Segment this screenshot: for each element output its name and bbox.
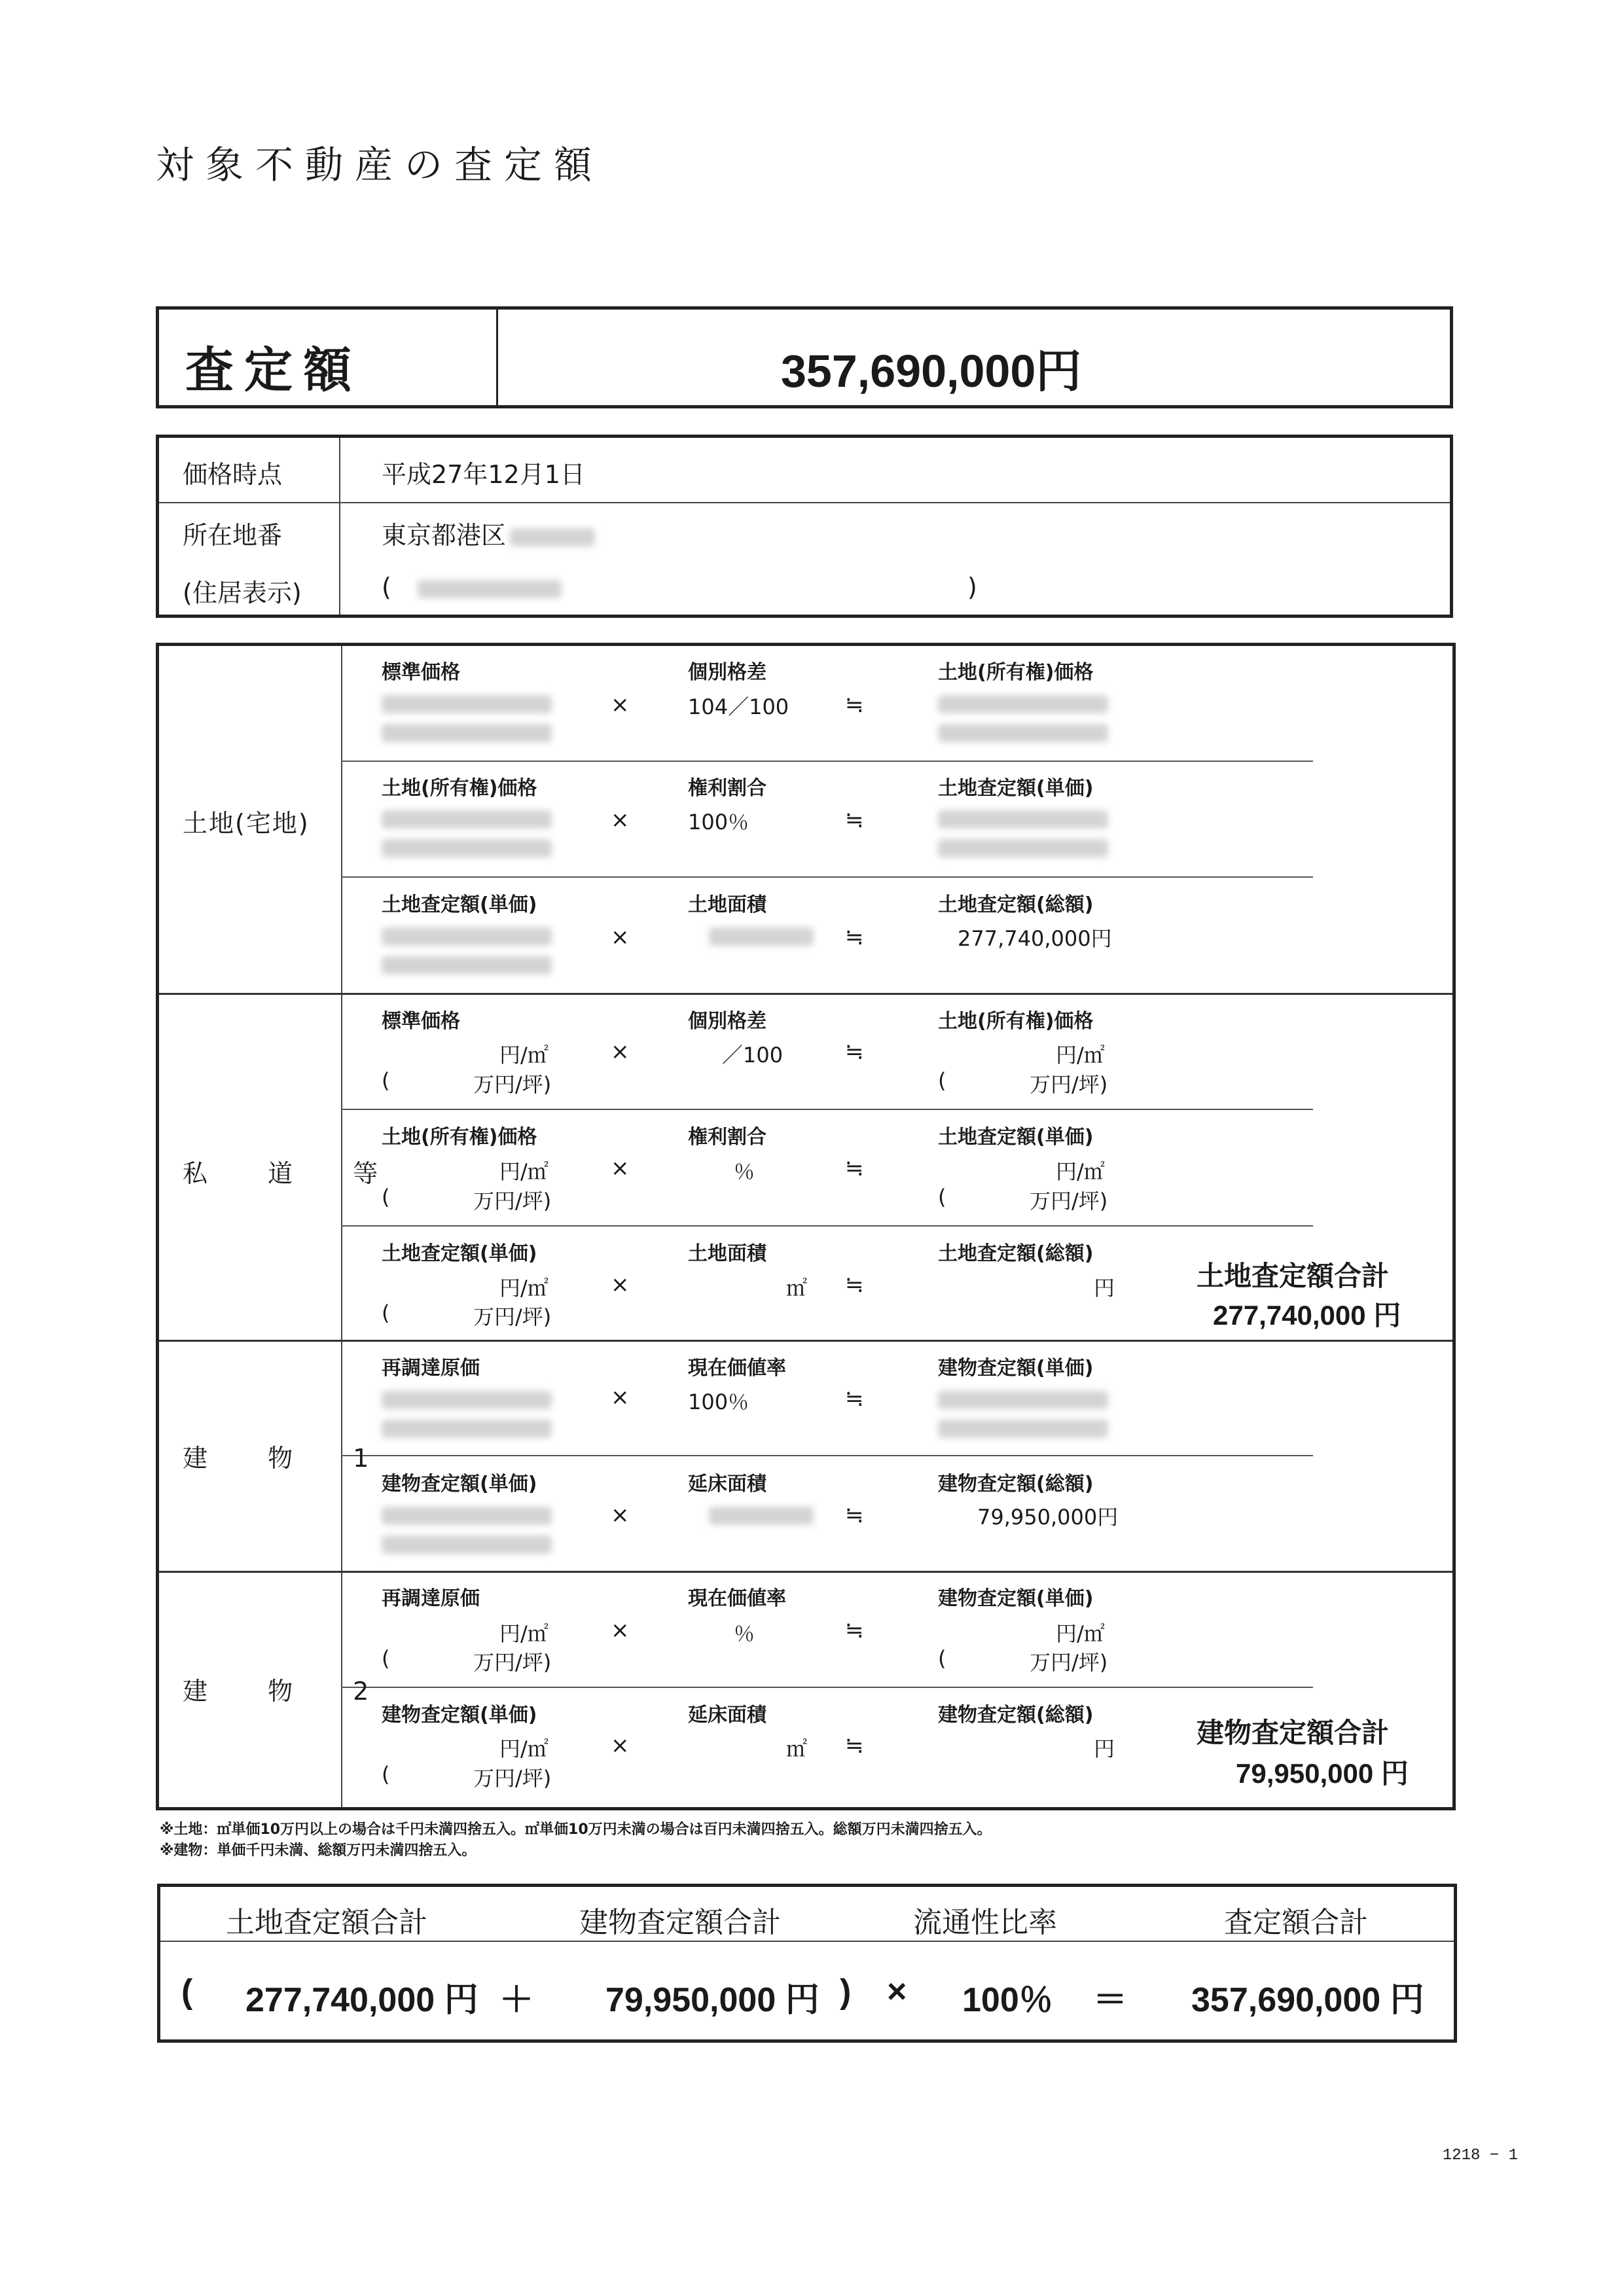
date-value: 平成27年12月1日: [382, 460, 585, 489]
building1-total-amount: 79,950,000円: [977, 1505, 1119, 1530]
total-h-building: 建物査定額合計: [579, 1906, 781, 1939]
note-building: ※建物：単価千円未満、総額万円未満四捨五入。: [160, 1842, 477, 1859]
land-total-amount: 277,740,000円: [958, 926, 1112, 951]
page-title: 対象不動産の査定額: [156, 143, 604, 187]
total-land-value: 277,740,000 円: [245, 1981, 478, 2019]
calculation-table: 土地(宅地) 標準価格 個別格差 土地(所有権)価格 × 104／100 ≒ 土地(所有権)価格 権利割合 土地査定額(単価) × 100％ ≒ 土地査定額(単価) 土地面積 土地査定額(総額) × ≒ 277,740,000円 私 道 等 標準価格 個別格差 土地(所有権)価格 円/㎡ ( 万円/坪) × ／100 ≒ 円/㎡ ( 万円/坪) 土地(所有権)価格 権利割合 土地査定額(単価) 円/㎡ ( 万円/坪) × ％ ≒ 円/㎡ ( 万円/坪) 土地査定額(単価) 土地面積 土地査定額(総額) 円/㎡ ( 万円/坪) × ㎡ ≒ 円 土地査定額合計 277,740,000 円 建 物 1 再調達原価 現在価値率 建物査定額(単価) × 100％ ≒ 建物査定額(単価) 延床面積 建物査定額(総額) × ≒ 79,950,000円 建 物 2 再調達原価 現在価値率 建物査定額(単価) 円/㎡ ( 万円/坪) × ％ ≒ 円/㎡ ( 万円/坪) 建物査定額(単価) 延床面積 建物査定額(総額) 円/㎡ ( 万円/坪) × ㎡ ≒ 円 建物査定額合計 79,950,000 円: [156, 643, 1456, 1810]
total-sum-value: 357,690,000 円: [1191, 1981, 1424, 2019]
total-building-value: 79,950,000 円: [605, 1981, 820, 2019]
building-total-value: 79,950,000 円: [1236, 1758, 1409, 1789]
address-value: (: [382, 573, 562, 601]
land-r2-mid: 100％: [688, 810, 749, 834]
building1-r1-mid: 100％: [688, 1390, 749, 1414]
land-r1-mid: 104／100: [688, 694, 789, 719]
building-total-label: 建物査定額合計: [1197, 1717, 1390, 1749]
address-label: (住居表示): [183, 579, 302, 607]
address-close: ): [967, 573, 977, 601]
page-number: 1218 − 1: [1442, 2147, 1518, 2164]
grand-total-box: 土地査定額合計 建物査定額合計 流通性比率 査定額合計 ( 277,740,000 円 ＋ 79,950,000 円 ) × 100％ ＝ 357,690,000 円: [157, 1884, 1457, 2043]
date-label: 価格時点: [183, 460, 283, 489]
land-r1-h3: 土地(所有権)価格: [938, 661, 1094, 684]
land-total-label: 土地査定額合計: [1197, 1260, 1390, 1292]
amount-value: 357,690,000円: [781, 346, 1082, 397]
property-info-box: [156, 435, 1453, 618]
total-h-ratio: 流通性比率: [913, 1906, 1057, 1939]
section-building1-label: 建 物 1: [183, 1444, 395, 1473]
note-land: ※土地：㎡単価10万円以上の場合は千円未満四捨五入。㎡単価10万円未満の場合は百円未満四捨五入。総額万円未満四捨五入。: [160, 1821, 992, 1838]
section-road-label: 私 道 等: [183, 1159, 405, 1188]
section-land-label: 土地(宅地): [183, 809, 310, 838]
land-r1-h1: 標準価格: [382, 661, 460, 684]
location-label: 所在地番: [183, 521, 283, 550]
amount-label: 査定額: [185, 342, 362, 399]
total-h-sum: 査定額合計: [1224, 1906, 1368, 1939]
total-h-land: 土地査定額合計: [226, 1906, 427, 1939]
total-ratio-value: 100％: [962, 1981, 1053, 2019]
location-value: 東京都港区: [382, 515, 595, 551]
land-r1-v1: [382, 692, 552, 742]
land-total-value: 277,740,000 円: [1213, 1300, 1401, 1331]
assessment-amount-box: [156, 306, 1453, 408]
land-r1-h2: 個別格差: [688, 661, 766, 684]
section-building2-label: 建 物 2: [183, 1677, 395, 1706]
land-r1-v3: [938, 692, 1108, 742]
